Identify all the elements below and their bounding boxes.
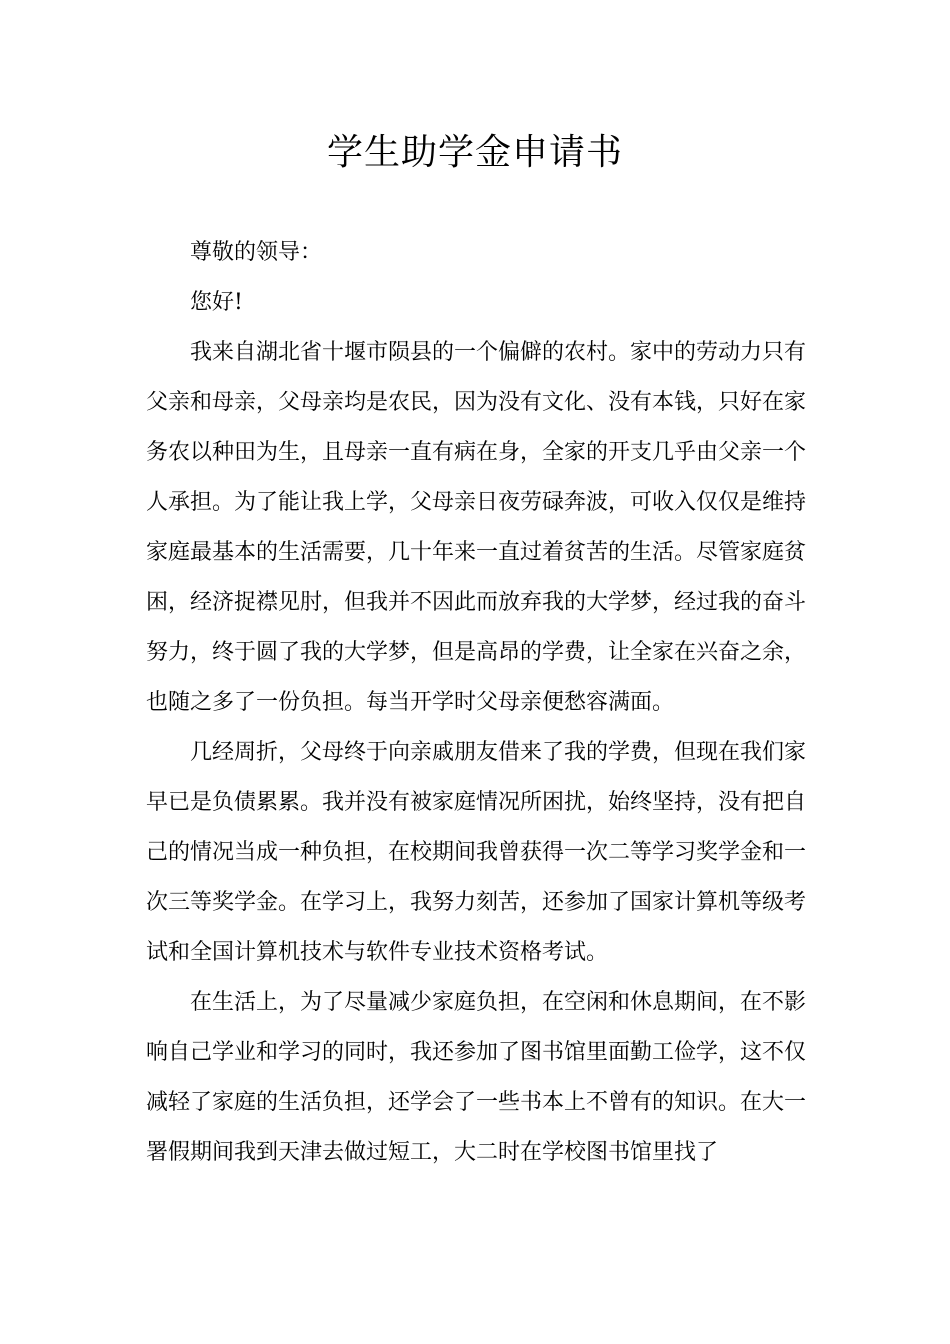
paragraph-family-background: 我来自湖北省十堰市陨县的一个偏僻的农村。家中的劳动力只有父亲和母亲，父母亲均是农民，因为没有文化、没有本钱，只好在家务农以种田为生，且母亲一直有病在身，全家的开支几乎由父亲一个人承担。为了能让我上学，父母亲日夜劳碌奔波，可收入仅仅是维持家庭最基本的生活需要，几十年来一直过着贫苦的生活。尽管家庭贫困，经济捉襟见肘，但我并不因此而放弃我的大学梦，经过我的奋斗努力，终于圆了我的大学梦，但是高昂的学费，让全家在兴奋之余，也随之多了一份负担。每当开学时父母亲便愁容满面。	[146, 340, 807, 715]
salutation: 尊敬的领导：	[190, 240, 323, 265]
paragraph-work-study: 在生活上，为了尽量减少家庭负担，在空闲和休息期间，在不影响自己学业和学习的同时，我还参加了图书馆里面勤工俭学，这不仅减轻了家庭的生活负担，还学会了一些书本上不曾有的知识。在大一署假期间我到天津去做过短工，大二时在学校图书馆里找了	[146, 990, 807, 1165]
document-title: 学生助学金申请书	[326, 132, 623, 173]
paragraph-study-achievements: 几经周折，父母终于向亲戚朋友借来了我的学费，但现在我们家早已是负债累累。我并没有被家庭情况所困扰，始终坚持，没有把自己的情况当成一种负担，在校期间我曾获得一次二等学习奖学金和一次三等奖学金。在学习上，我努力刻苦，还参加了国家计算机等级考试和全国计算机技术与软件专业技术资格考试。	[146, 740, 807, 965]
greeting: 您好!	[190, 290, 243, 315]
document-body	[146, 228, 806, 1178]
